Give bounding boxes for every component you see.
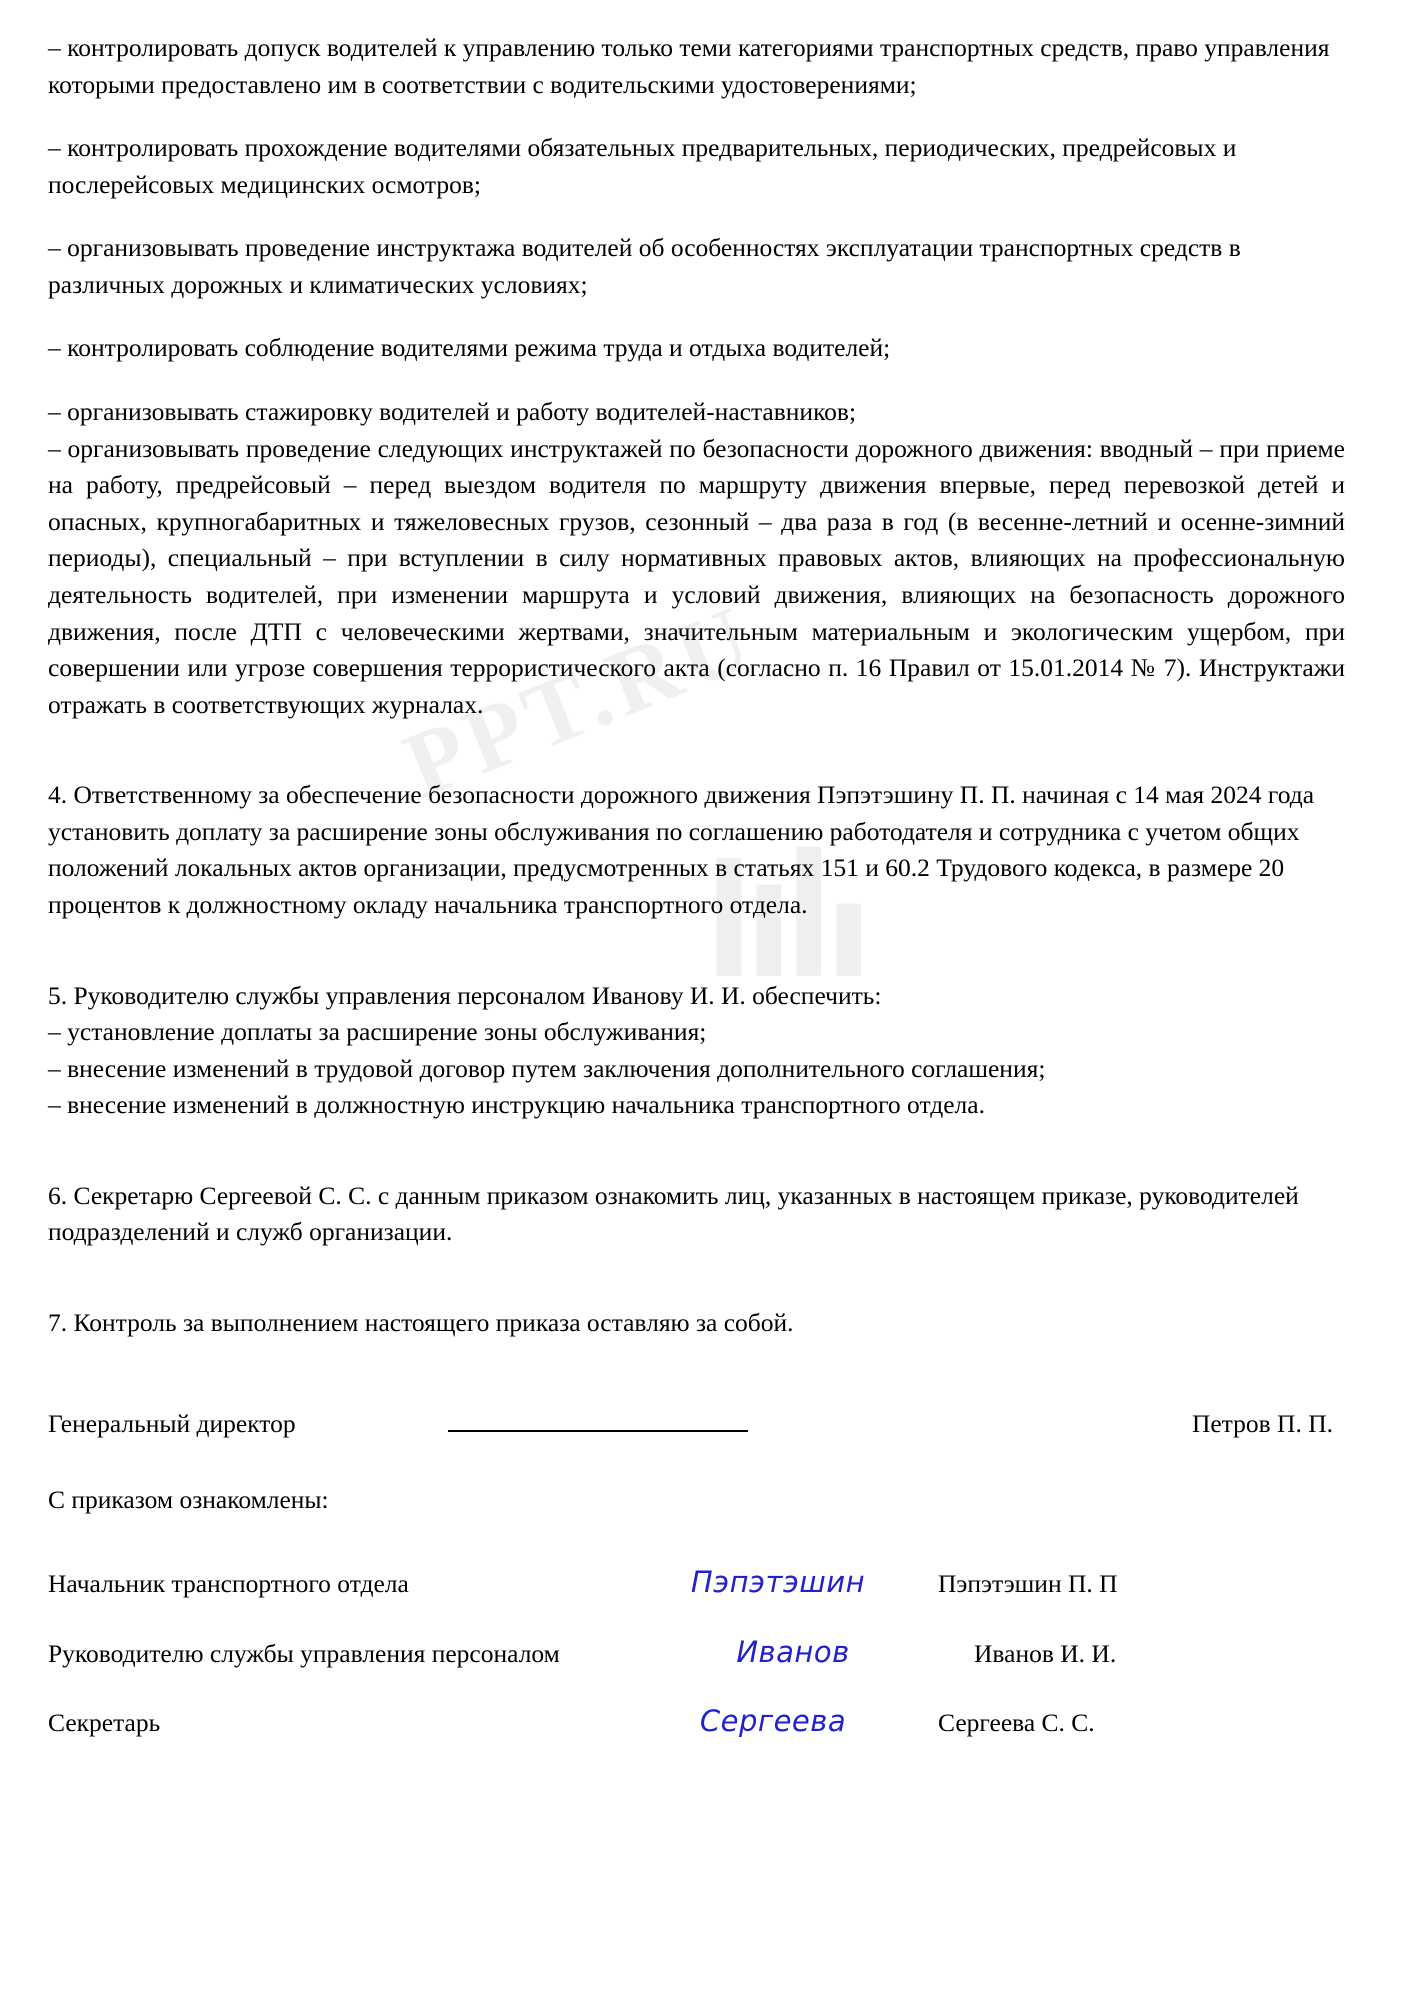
spacer bbox=[48, 951, 1345, 978]
director-signature-row bbox=[48, 1406, 1345, 1442]
clause-5-intro: 5. Руководителю службы управления персоналом Иванову И. И. обеспечить: bbox=[48, 980, 882, 1010]
handwritten-signature: Сергеева bbox=[699, 1703, 847, 1738]
ack-signature-2[interactable] bbox=[608, 1633, 938, 1702]
duty-bullet-5: – организовывать стажировку водителей и работу водителей-наставников; bbox=[48, 397, 857, 427]
table-row bbox=[48, 1633, 1345, 1702]
director-name-label: Петров П. П. bbox=[1191, 1408, 1333, 1438]
spacer bbox=[48, 1278, 1345, 1305]
ack-name-3: Сергеева С. С. bbox=[938, 1707, 1095, 1737]
clause-4: 4. Ответственному за обеспечение безопасности дорожного движения Пэпэтэшину П. П. начиная с 14 мая 2024 года установить доплату за расширение зоны обслуживания по соглашению работодателя и сотрудника с учетом общих положений локальных актов организации, предусмотренных в статьях 151 и 60.2 Трудового кодекса, в размере 20 процентов к должностному окладу начальника транспортного отдела. bbox=[48, 780, 1315, 919]
clause-5-item-2: – внесение изменений в трудовой договор путем заключения дополнительного соглашения; bbox=[48, 1053, 1046, 1083]
clause-5-item-1: – установление доплаты за расширение зоны обслуживания; bbox=[48, 1017, 707, 1047]
spacer bbox=[48, 1151, 1345, 1178]
ack-role-3: Секретарь bbox=[48, 1707, 161, 1737]
document-body bbox=[48, 30, 1345, 1771]
duty-bullet-4: – контролировать соблюдение водителями режима труда и отдыха водителей; bbox=[48, 333, 891, 363]
acknowledgement-heading: С приказом ознакомлены: bbox=[48, 1485, 329, 1515]
duty-bullet-3: – организовывать проведение инструктажа водителей об особенностях эксплуатации транспортных средств в различных дорожных и климатических условиях; bbox=[48, 233, 1241, 299]
director-signature-line[interactable] bbox=[448, 1429, 748, 1432]
table-row bbox=[48, 1563, 1345, 1632]
ack-name-1: Пэпэтэшин П. П bbox=[938, 1569, 1118, 1599]
clause-5-item-3: – внесение изменений в должностную инструкцию начальника транспортного отдела. bbox=[48, 1090, 985, 1120]
clause-6: 6. Секретарю Сергеевой С. С. с данным приказом ознакомить лиц, указанных в настоящем приказе, руководителей подразделений и служб организации. bbox=[48, 1180, 1299, 1247]
ack-role-2: Руководителю службы управления персоналом bbox=[48, 1638, 560, 1668]
table-row bbox=[48, 1702, 1345, 1771]
ack-signature-1[interactable] bbox=[608, 1563, 938, 1632]
spacer bbox=[48, 750, 1345, 777]
briefing-paragraph: – организовывать проведение следующих инструктажей по безопасности дорожного движения: вводный – при приеме на работу, предрейсовый – перед выездом водителя по маршруту движения впервые, перед перевозкой детей и опасных, крупногабаритных и тяжеловесных грузов, сезонный – два раза в год (в весенне-летний и осенне-зимний периоды), специальный – при вступлении в силу нормативных правовых актов, влияющих на профессиональную деятельность водителей, при изменении маршрута и условий движения, влияющих на безопасность дорожного движения, после ДТП с человеческими жертвами, значительным материальным и экологическим ущербом, при совершении или угрозе совершения террористического акта (согласно п. 16 Правил от 15.01.2014 № 7). Инструктажи отражать в соответствующих журналах. bbox=[48, 433, 1345, 719]
ack-role-1: Начальник транспортного отдела bbox=[48, 1569, 409, 1599]
watermark-text: PPT.RU bbox=[390, 584, 769, 819]
ack-name-2: Иванов И. И. bbox=[974, 1638, 1117, 1668]
acknowledgement-table bbox=[48, 1563, 1345, 1771]
handwritten-signature: Иванов bbox=[736, 1634, 850, 1669]
duty-bullet-2: – контролировать прохождение водителями обязательных предварительных, периодических, предрейсовых и послерейсовых медицинских осмотров; bbox=[48, 133, 1237, 199]
clause-7: 7. Контроль за выполнением настоящего приказа оставляю за собой. bbox=[48, 1308, 794, 1338]
handwritten-signature: Пэпэтэшин bbox=[690, 1565, 866, 1600]
ack-signature-3[interactable] bbox=[608, 1702, 938, 1771]
duty-bullet-1: – контролировать допуск водителей к управлению только теми категориями транспортных средств, право управления которыми предоставлено им в соответствии с водительскими удостоверениями; bbox=[48, 33, 1330, 99]
director-role-label: Генеральный директор bbox=[48, 1408, 296, 1438]
